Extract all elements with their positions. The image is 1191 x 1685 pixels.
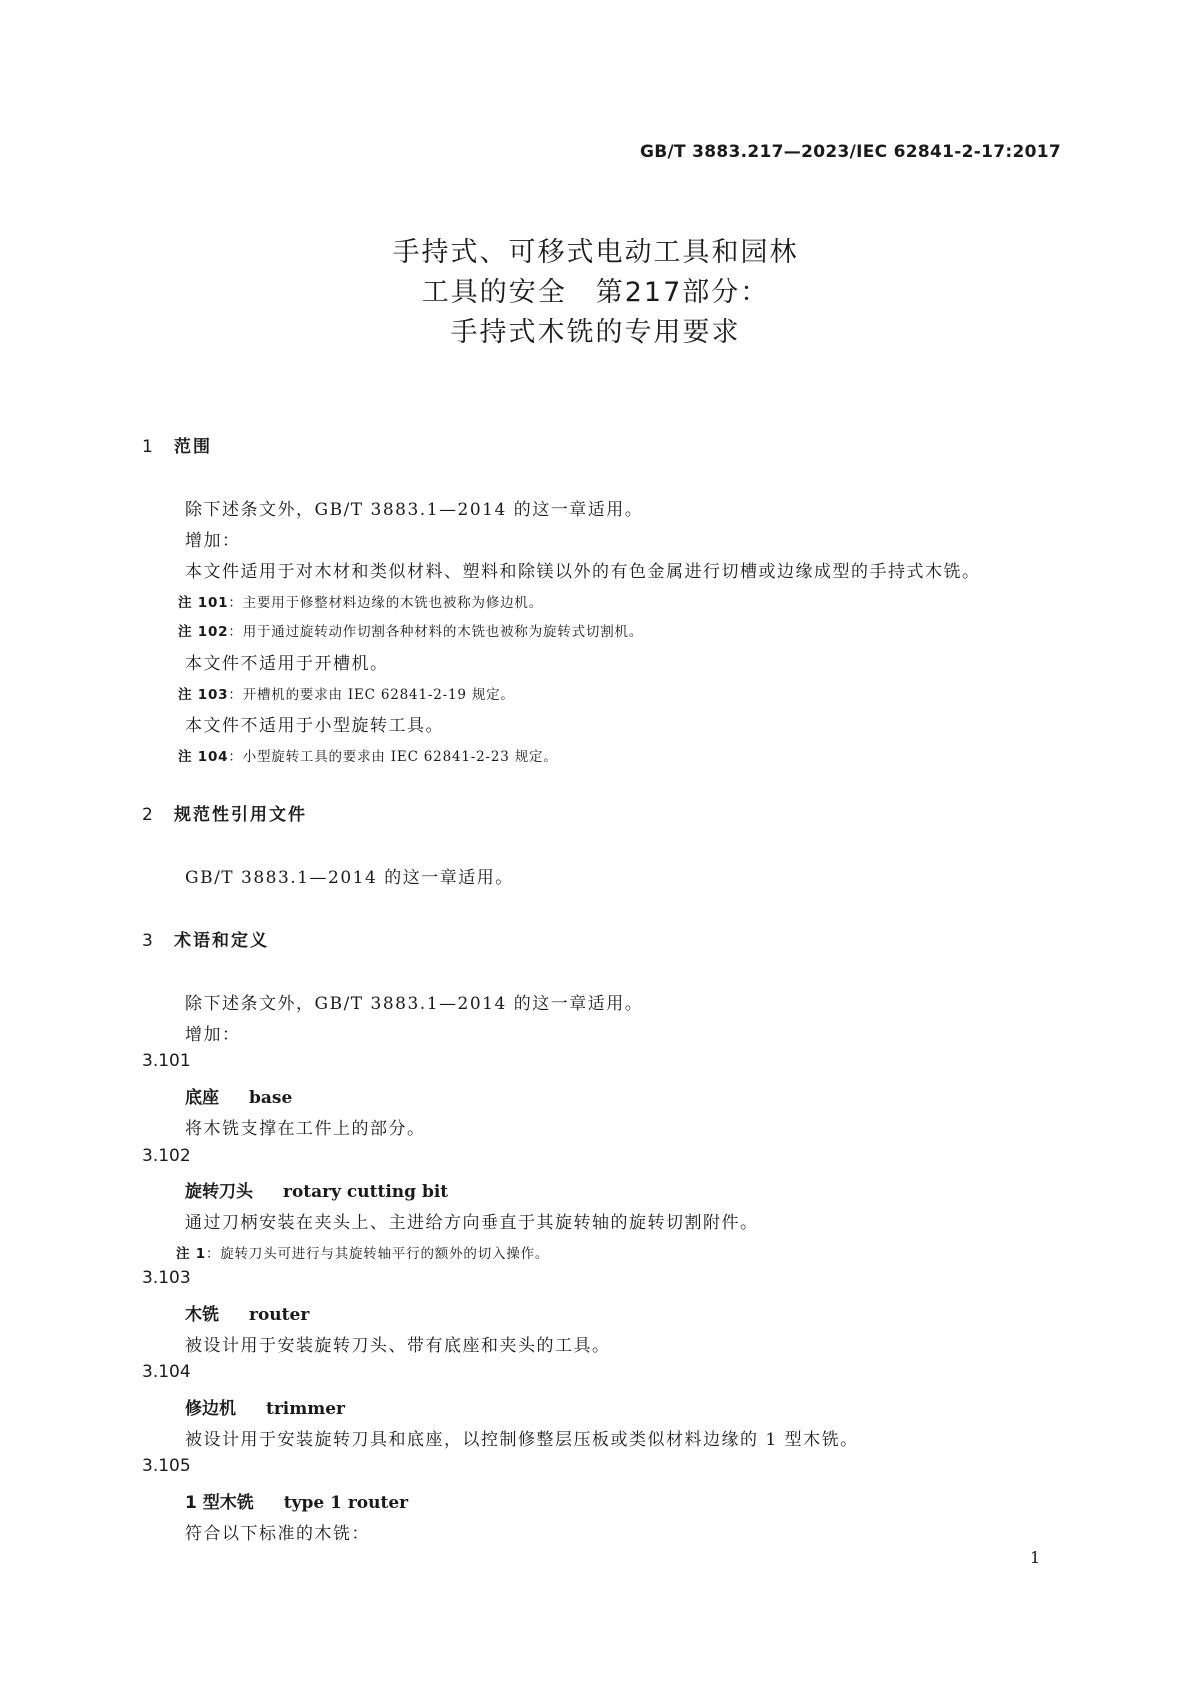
term-heading [185,1300,309,1325]
title-line-3: 手持式木铣的专用要求 [450,317,741,348]
term-number: 3.104 [142,1362,191,1382]
term-number: 3.103 [142,1268,191,1288]
page-number: 1 [1030,1548,1041,1567]
terms-intro-paragraph-1: 除下述条文外，GB/T 3883.1—2014 的这一章适用。 [185,994,644,1014]
title-line-1: 手持式、可移式电动工具和园林 [392,237,799,268]
term-number: 3.105 [142,1456,191,1476]
section-title: 范围 [174,437,212,457]
note-104 [178,745,558,765]
note-text: ：开槽机的要求由 IEC 62841-2-19 规定。 [228,687,515,703]
term-chinese: 1 型木铣 [185,1493,254,1513]
section-number: 3 [142,931,155,951]
note-text: ：用于通过旋转动作切割各种材料的木铣也被称为旋转式切割机。 [228,624,644,640]
note-label: 注 101 [178,595,229,611]
section-heading-scope [142,432,212,457]
note-label: 注 103 [178,687,229,703]
term-definition: 符合以下标准的木铣： [185,1524,370,1544]
term-definition: 被设计用于安装旋转刀具和底座，以控制修整层压板或类似材料边缘的 1 型木铣。 [185,1430,859,1450]
standard-number-header: GB/T 3883.217—2023/IEC 62841-2-17:2017 [639,142,1061,162]
term-number: 3.101 [142,1051,191,1071]
section-heading-normative-references [142,800,307,825]
term-note [176,1242,549,1262]
term-definition: 通过刀柄安装在夹头上、主进给方向垂直于其旋转轴的旋转切割附件。 [185,1213,759,1233]
scope-paragraph-2: 增加： [185,531,241,551]
term-english: trimmer [266,1399,346,1419]
term-chinese: 木铣 [185,1305,219,1325]
term-english: rotary cutting bit [283,1182,449,1202]
note-label: 注 102 [178,624,229,640]
terms-intro-paragraph-2: 增加： [185,1025,241,1045]
term-chinese: 修边机 [185,1399,236,1419]
note-label: 注 104 [178,749,229,765]
note-text: ：小型旋转工具的要求由 IEC 62841-2-23 规定。 [228,749,558,765]
note-label: 注 1 [176,1246,206,1262]
section-title: 术语和定义 [174,931,269,951]
term-english: router [249,1305,310,1325]
section-heading-terms-definitions [142,926,269,951]
term-english: base [249,1088,293,1108]
note-101 [178,591,543,611]
term-english: type 1 router [283,1493,409,1513]
section-number: 2 [142,805,155,825]
scope-paragraph-1: 除下述条文外，GB/T 3883.1—2014 的这一章适用。 [185,500,644,520]
term-chinese: 底座 [185,1088,219,1108]
note-103 [178,683,515,703]
term-heading [185,1488,408,1513]
section-number: 1 [142,437,155,457]
note-text: ：旋转刀头可进行与其旋转轴平行的额外的切入操作。 [206,1246,550,1262]
note-102 [178,620,643,640]
scope-paragraph-3: 本文件适用于对木材和类似材料、塑料和除镁以外的有色金属进行切槽或边缘成型的手持式木铣。 [185,562,981,582]
section-title: 规范性引用文件 [174,805,307,825]
scope-paragraph-5: 本文件不适用于小型旋转工具。 [185,716,444,736]
title-line-2: 工具的安全 第217部分： [421,277,770,308]
scope-paragraph-4: 本文件不适用于开槽机。 [185,654,389,674]
term-definition: 被设计用于安装旋转刀头、带有底座和夹头的工具。 [185,1336,611,1356]
term-heading [185,1394,345,1419]
term-chinese: 旋转刀头 [185,1182,253,1202]
term-heading [185,1177,448,1202]
normative-paragraph: GB/T 3883.1—2014 的这一章适用。 [185,868,514,888]
term-definition: 将木铣支撑在工件上的部分。 [185,1119,426,1139]
term-number: 3.102 [142,1146,191,1166]
note-text: ：主要用于修整材料边缘的木铣也被称为修边机。 [228,595,543,611]
term-heading [185,1083,292,1108]
